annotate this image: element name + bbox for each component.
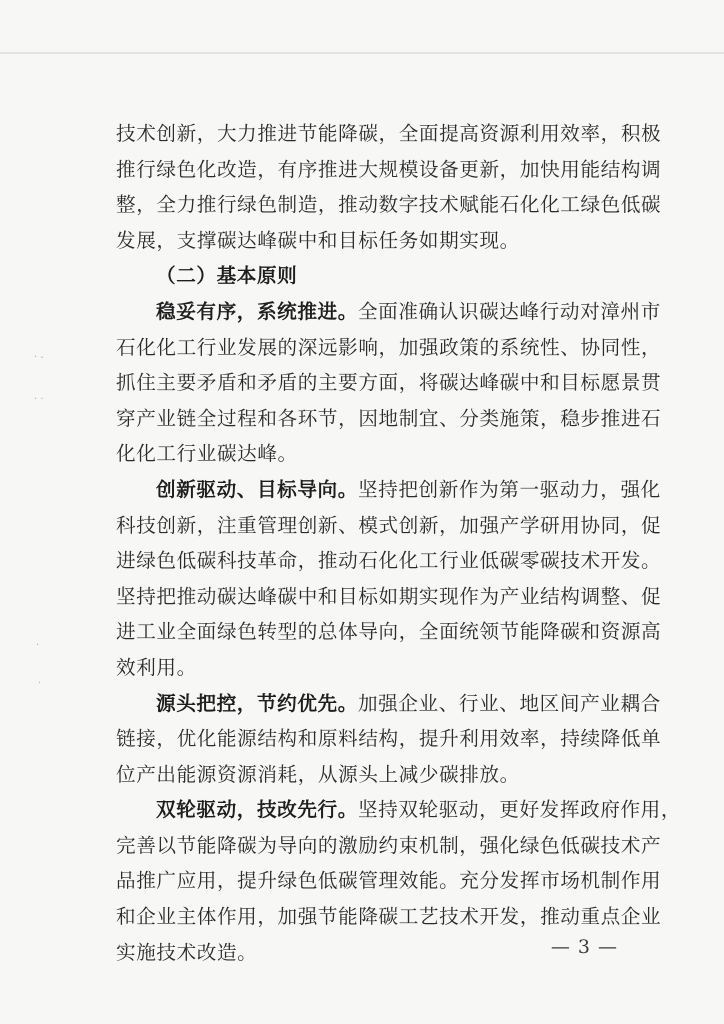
body-text-line: 坚持把推动碳达峰碳中和目标如期实现作为产业结构调整、促 (116, 584, 662, 608)
principle-title: 稳妥有序，系统推进。 (156, 299, 358, 323)
document-body (116, 116, 682, 970)
principle-title: 源头把控，节约优先。 (156, 691, 358, 715)
principle-paragraph-start (116, 792, 682, 828)
body-text-line: 推行绿色化改造，有序推进大规模设备更新，加快用能结构调 (116, 157, 662, 181)
body-text: 全面准确认识碳达峰行动对漳州市 (357, 299, 661, 323)
body-text-line: 完善以节能降碳为导向的激励约束机制，强化绿色低碳技术产 (116, 833, 662, 857)
body-text-line: 穿产业链全过程和各环节，因地制宜、分类施策，稳步推进石 (116, 406, 662, 430)
body-text: 坚持把创新作为第一驱动力，强化 (357, 477, 661, 501)
principle-paragraph-start (116, 294, 661, 330)
body-text: 加强企业、行业、地区间产业耦合 (357, 691, 661, 715)
body-text-line: 科技创新，注重管理创新、模式创新，加强产学研用协同，促 (116, 513, 662, 537)
body-text-line: 实施技术改造。 (116, 940, 258, 964)
body-text-line: 进绿色低碳科技革命，推动石化化工行业低碳零碳技术开发。 (116, 549, 662, 573)
section-heading: （二）基本原则 (156, 264, 298, 288)
body-text-line: 技术创新，大力推进节能降碳，全面提高资源利用效率，积极 (116, 122, 662, 145)
scan-speck: · - (34, 352, 44, 363)
page-number: — 3 — (550, 936, 618, 958)
body-text-line: 位产出能源资源消耗，从源头上减少碳排放。 (116, 762, 520, 786)
body-text-line: 抓住主要矛盾和矛盾的主要方面，将碳达峰碳中和目标愿景贯 (116, 371, 662, 395)
scan-speck: · (36, 640, 40, 651)
body-text-line: 进工业全面绿色转型的总体导向，全面统领节能降碳和资源高 (116, 620, 662, 644)
body-text-line: 发展，支撑碳达峰碳中和目标任务如期实现。 (116, 228, 520, 252)
principle-title: 创新驱动、目标导向。 (156, 477, 358, 501)
body-text-line: 链接，优化能源结构和原料结构，提升利用效率，持续降低单 (116, 727, 662, 751)
scan-edge-rule (0, 52, 724, 54)
body-text-line: 整，全力推行绿色制造，推动数字技术赋能石化化工绿色低碳 (116, 193, 662, 217)
scan-speck: · (38, 678, 42, 689)
principle-paragraph-start (116, 686, 661, 722)
body-text-line: 化化工行业碳达峰。 (116, 442, 298, 466)
body-text-line: 和企业主体作用，加强节能降碳工艺技术开发，推动重点企业 (116, 905, 662, 929)
principle-title: 双轮驱动，技改先行。 (156, 798, 358, 822)
body-text-line: 石化化工行业发展的深远影响，加强政策的系统性、协同性， (116, 335, 662, 359)
scan-speck: · · (34, 394, 44, 405)
principle-paragraph-start (116, 472, 661, 508)
body-text-line: 品推广应用，提升绿色低碳管理效能。充分发挥市场机制作用 (116, 869, 662, 893)
body-text-line: 效利用。 (116, 655, 197, 679)
body-text: 坚持双轮驱动，更好发挥政府作用， (357, 798, 682, 822)
